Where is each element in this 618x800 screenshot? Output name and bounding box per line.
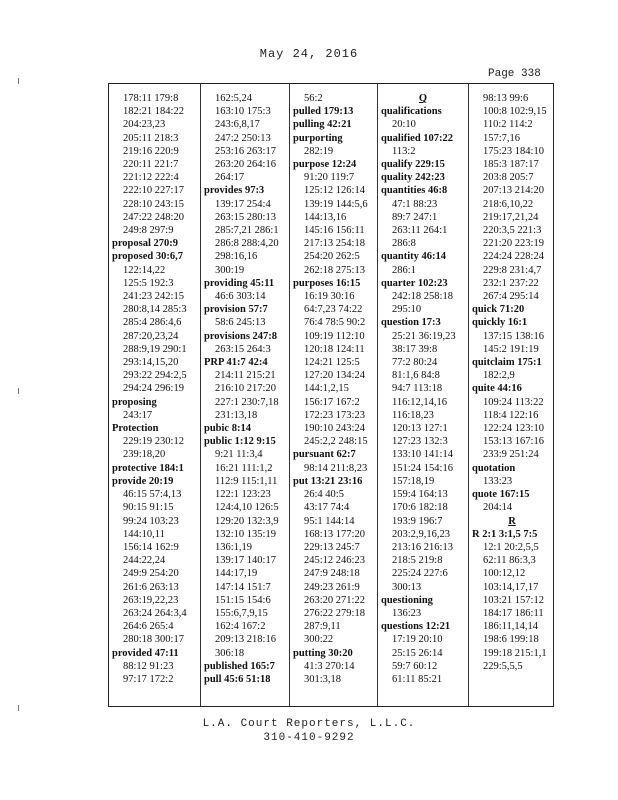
index-entry-refs: 263:20 264:16 [215,159,276,171]
index-entry-refs: 209:13 218:16 [215,634,276,646]
index-entry-term: purporting [293,132,343,144]
index-entry-term: quantity 46:14 [381,251,447,263]
index-entry-refs: 232:1 237:22 [483,277,539,289]
index-entry-refs: 219:16 220:9 [123,145,179,157]
index-entry-refs: 122:1 123:23 [215,489,271,501]
index-entry-refs: 46:15 57:4,13 [123,489,182,501]
index-entry-refs: 20:10 [392,119,416,131]
page-number: Page 338 [488,68,541,80]
index-entry-refs: 184:17 186:11 [483,607,544,619]
index-entry-refs: 264:6 265:4 [123,621,174,633]
index-entry-refs: 17:19 20:10 [392,634,443,646]
index-entry-term: questioning [381,594,433,606]
index-entry-term: quote 167:15 [472,489,530,501]
index-entry-term: Protection [112,423,159,435]
index-entry-refs: 249:9 254:20 [123,568,179,580]
index-entry-refs: 118:4 122:16 [483,409,539,421]
index-entry-refs: 120:18 124:11 [304,343,365,355]
index-entry-refs: 276:22 279:18 [304,607,365,619]
index-entry-refs: 163:10 175:3 [215,106,271,118]
index-entry-refs: 182:2,9 [483,370,515,382]
index-entry-term: pulling 42:21 [293,119,352,131]
index-entry-term: quantities 46:8 [381,185,448,197]
index-entry-refs: 225:24 227:6 [392,568,448,580]
index-entry-refs: 100:8 102:9,15 [483,106,547,118]
index-entry-refs: 61:11 85:21 [392,673,443,685]
index-entry-refs: 282:19 [304,145,334,157]
index-entry-refs: 38:17 39:8 [392,343,438,355]
index-entry-term: provided 47:11 [112,647,179,659]
index-entry-refs: 144:13,16 [304,211,347,223]
index-entry-refs: 247:22 248:20 [123,211,184,223]
index-entry-refs: 144:1,2,15 [304,383,349,395]
index-entry-refs: 77:2 80:24 [392,357,438,369]
index-entry-term: proposing [112,396,157,408]
index-entry-refs: 203:2,9,16,23 [392,528,451,540]
index-entry-refs: 91:20 119:7 [304,172,355,184]
index-entry-refs: 227:1 230:7,18 [215,396,279,408]
index-entry-term: protective 184:1 [112,462,184,474]
index-entry-refs: 136:1,19 [215,541,253,553]
index-entry-refs: 218:6,10,22 [483,198,534,210]
letter-heading: R [508,515,516,527]
index-entry-refs: 110:2 114:2 [483,119,533,131]
index-entry-refs: 156:14 162:9 [123,541,179,553]
index-entry-refs: 170:6 182:18 [392,502,448,514]
index-entry-refs: 253:16 263:17 [215,145,276,157]
index-entry-refs: 100:12,12 [483,568,526,580]
index-entry-refs: 229:19 230:12 [123,436,184,448]
index-entry-refs: 224:24 228:24 [483,251,544,263]
index-entry-refs: 64:7,23 74:22 [304,304,363,316]
index-entry-refs: 175:23 184:10 [483,145,544,157]
index-entry-refs: 263:15 280:13 [215,211,276,223]
index-entry-refs: 16:19 30:16 [304,291,355,303]
index-entry-refs: 306:18 [215,647,245,659]
index-entry-refs: 205:11 218:3 [123,132,179,144]
index-entry-refs: 127:23 132:3 [392,436,448,448]
index-entry-term: pursuant 62:7 [293,449,356,461]
index-entry-refs: 25:21 36:19,23 [392,330,456,342]
index-entry-refs: 204:23,23 [123,119,166,131]
index-entry-refs: 243:17 [123,409,153,421]
index-entry-refs: 112:9 115:1,11 [215,475,278,487]
index-entry-refs: 286:8 288:4,20 [215,238,279,250]
index-entry-refs: 221:12 222:4 [123,172,179,184]
index-entry-refs: 136:23 [392,607,422,619]
index-entry-refs: 109:19 112:10 [304,330,365,342]
index-entry-refs: 81:1,6 84:8 [392,370,440,382]
index-entry-refs: 151:15 154:6 [215,594,271,606]
index-column-4 [377,84,468,706]
index-entry-refs: 62:11 86:3,3 [483,555,536,567]
index-entry-refs: 157:7,16 [483,132,521,144]
index-entry-refs: 155:6,7,9,15 [215,607,268,619]
index-entry-refs: 286:1 [392,264,416,276]
index-entry-refs: 245:2,2 248:15 [304,436,368,448]
index-entry-term: qualify 229:15 [381,159,445,171]
index-entry-refs: 228:10 243:15 [123,198,184,210]
index-entry-refs: 280:18 300:17 [123,634,184,646]
footer-company: L.A. Court Reporters, L.L.C. [202,718,416,730]
index-entry-refs: 127:20 134:24 [304,370,365,382]
index-entry-refs: 249:8 297:9 [123,225,174,237]
index-entry-refs: 220:3,5 221:3 [483,225,542,237]
header-date: May 24, 2016 [259,47,359,61]
index-entry-term: quickly 16:1 [472,317,528,329]
index-entry-refs: 261:6 263:13 [123,581,179,593]
index-entry-refs: 217:13 254:18 [304,238,365,250]
index-entry-refs: 199:18 215:1,1 [483,647,547,659]
index-entry-refs: 264:17 [215,172,245,184]
footer-phone: 310-410-9292 [263,732,355,744]
index-entry-refs: 293:22 294:2,5 [123,370,187,382]
index-entry-refs: 300:13 [392,581,422,593]
index-entry-refs: 286:8 [392,238,416,250]
index-entry-refs: 288:9,19 290:1 [123,343,187,355]
margin-mark [18,388,22,394]
index-entry-term: put 13:21 23:16 [293,475,363,487]
index-entry-refs: 241:23 242:15 [123,291,184,303]
index-entry-refs: 144:17,19 [215,568,258,580]
index-entry-refs: 185:3 187:17 [483,159,539,171]
index-entry-refs: 9:21 11:3,4 [215,449,263,461]
margin-mark [18,705,22,711]
index-entry-term: purposes 16:15 [293,277,361,289]
index-entry-refs: 12:1 20:2,5,5 [483,541,539,553]
index-entry-refs: 25:15 26:14 [392,647,443,659]
index-entry-refs: 300:22 [304,634,334,646]
index-entry-refs: 294:24 296:19 [123,383,184,395]
index-entry-refs: 125:12 126:14 [304,185,365,197]
index-entry-refs: 109:24 113:22 [483,396,544,408]
index-entry-refs: 263:20 271:22 [304,594,365,606]
index-column-1 [109,84,200,706]
index-entry-refs: 94:7 113:18 [392,383,443,395]
index-entry-refs: 182:21 184:22 [123,106,184,118]
index-entry-refs: 124:4,10 126:5 [215,502,279,514]
index-entry-refs: 137:15 138:16 [483,330,544,342]
index-entry-refs: 58:6 245:13 [215,317,266,329]
index-entry-refs: 103:21 157:12 [483,594,544,606]
index-entry-refs: 186:11,14,14 [483,621,539,633]
index-entry-refs: 287:9,11 [304,621,341,633]
index-entry-refs: 193:9 196:7 [392,515,443,527]
index-entry-refs: 145:16 156:11 [304,225,365,237]
index-entry-refs: 151:24 154:16 [392,462,453,474]
index-entry-refs: 159:4 164:13 [392,489,448,501]
index-entry-refs: 46:6 303:14 [215,291,266,303]
index-entry-refs: 172:23 173:23 [304,409,365,421]
index-entry-refs: 263:11 264:1 [392,225,448,237]
index-entry-refs: 168:13 177:20 [304,528,365,540]
index-entry-refs: 245:12 246:23 [304,555,365,567]
index-entry-refs: 249:23 261:9 [304,581,360,593]
index-entry-term: proposal 270:9 [112,238,179,250]
index-entry-term: questions 12:21 [381,621,451,633]
index-entry-refs: 144:10,11 [123,528,165,540]
index-entry-refs: 59:7 60:12 [392,660,438,672]
index-entry-refs: 178:11 179:8 [123,93,179,104]
index-entry-refs: 216:10 217:20 [215,383,276,395]
index-entry-refs: 301:3,18 [304,673,342,685]
index-entry-term: pubic 8:14 [204,423,251,435]
index-entry-term: provision 57:7 [204,304,268,316]
index-entry-refs: 233:9 251:24 [483,449,539,461]
index-entry-refs: 221:20 223:19 [483,238,544,250]
index-entry-refs: 222:10 227:17 [123,185,184,197]
index-entry-refs: 244:22,24 [123,555,166,567]
index-entry-refs: 139:17 254:4 [215,198,271,210]
index-entry-refs: 145:2 191:19 [483,343,539,355]
index-entry-refs: 97:17 172:2 [123,673,174,685]
index-entry-refs: 56:2 [304,93,323,104]
index-entry-term: question 17:3 [381,317,441,329]
index-entry-refs: 133:23 [483,475,513,487]
index-entry-refs: 122:24 123:10 [483,423,544,435]
index-entry-refs: 133:10 141:14 [392,449,453,461]
index-entry-refs: 116:18,23 [392,409,434,421]
index-entry-refs: 153:13 167:16 [483,436,544,448]
index-entry-refs: 139:17 140:17 [215,555,276,567]
index-entry-term: providing 45:11 [204,277,275,289]
index-table [108,83,554,707]
index-entry-term: provide 20:19 [112,475,174,487]
index-entry-refs: 99:24 103:23 [123,515,179,527]
index-entry-refs: 139:19 144:5,6 [304,198,368,210]
index-entry-refs: 190:10 243:24 [304,423,365,435]
letter-heading: Q [418,93,428,104]
index-entry-refs: 231:13,18 [215,409,258,421]
index-entry-refs: 116:12,14,16 [392,396,448,408]
index-entry-refs: 198:6 199:18 [483,634,539,646]
index-entry-term: pulled 179:13 [293,106,354,118]
index-entry-term: quotation [472,462,516,474]
index-entry-refs: 207:13 214:20 [483,185,544,197]
index-entry-term: published 165:7 [204,660,275,672]
index-entry-refs: 219:17,21,24 [483,211,539,223]
index-entry-refs: 295:10 [392,304,422,316]
index-entry-refs: 285:4 286:4,6 [123,317,182,329]
index-entry-term: proposed 30:6,7 [112,251,183,263]
index-entry-refs: 89:7 247:1 [392,211,438,223]
index-entry-refs: 120:13 127:1 [392,423,448,435]
index-entry-term: quitclaim 175:1 [472,357,542,369]
index-entry-term: putting 30:20 [293,647,353,659]
index-entry-refs: 213:16 216:13 [392,541,453,553]
index-entry-refs: 218:5 219:8 [392,555,443,567]
index-entry-refs: 124:21 125:5 [304,357,360,369]
index-entry-refs: 293:14,15,20 [123,357,179,369]
index-entry-refs: 287:20,23,24 [123,330,179,342]
index-entry-refs: 229:5,5,5 [483,660,523,672]
index-entry-term: qualified 107:22 [381,132,454,144]
index-entry-refs: 43:17 74:4 [304,502,350,514]
index-entry-refs: 285:7,21 286:1 [215,225,279,237]
index-column-5 [468,84,555,706]
index-entry-term: R 2:1 3:1,5 7:5 [472,528,538,540]
index-column-2 [200,84,289,706]
index-entry-refs: 263:15 264:3 [215,343,271,355]
index-entry-refs: 157:18,19 [392,475,435,487]
index-entry-term: PRP 41:7 42:4 [204,357,268,369]
index-entry-refs: 254:20 262:5 [304,251,360,263]
index-entry-refs: 47:1 88:23 [392,198,438,210]
index-entry-refs: 76:4 78:5 90:2 [304,317,366,329]
index-entry-refs: 298:16,16 [215,251,258,263]
index-entry-refs: 203:8 205:7 [483,172,534,184]
index-entry-refs: 103:14,17,17 [483,581,539,593]
index-entry-refs: 204:14 [483,502,513,514]
index-entry-refs: 16:21 111:1,2 [215,462,273,474]
index-entry-refs: 239:18,20 [123,449,166,461]
index-entry-refs: 41:3 270:14 [304,660,355,672]
index-entry-refs: 220:11 221:7 [123,159,179,171]
index-entry-refs: 280:8,14 285:3 [123,304,187,316]
index-entry-term: public 1:12 9:15 [204,436,276,448]
index-column-3 [289,84,377,706]
index-entry-refs: 125:5 192:3 [123,277,174,289]
index-entry-refs: 132:10 135:19 [215,528,276,540]
index-entry-refs: 95:1 144:14 [304,515,355,527]
index-entry-refs: 129:20 132:3,9 [215,515,279,527]
index-entry-term: pull 45:6 51:18 [204,673,271,685]
index-entry-refs: 113:2 [392,145,416,157]
index-entry-refs: 263:19,22,23 [123,594,179,606]
index-entry-refs: 26:4 40:5 [304,489,344,501]
index-entry-refs: 242:18 258:18 [392,291,453,303]
index-entry-refs: 267:4 295:14 [483,291,539,303]
index-entry-refs: 214:11 215:21 [215,370,276,382]
index-entry-refs: 162:4 167:2 [215,621,266,633]
index-entry-refs: 229:13 245:7 [304,541,360,553]
index-entry-term: qualifications [381,106,442,118]
index-entry-refs: 229:8 231:4,7 [483,264,542,276]
index-entry-term: quite 44:16 [472,383,522,395]
index-entry-refs: 122:14,22 [123,264,166,276]
index-entry-refs: 300:19 [215,264,245,276]
index-entry-term: quality 242:23 [381,172,445,184]
index-entry-refs: 162:5,24 [215,93,253,104]
index-entry-refs: 247:9 248:18 [304,568,360,580]
index-entry-refs: 156:17 167:2 [304,396,360,408]
margin-mark [18,78,22,84]
index-entry-refs: 98:13 99:6 [483,93,529,104]
index-entry-refs: 88:12 91:23 [123,660,174,672]
index-entry-refs: 90:15 91:15 [123,502,174,514]
index-entry-term: purpose 12:24 [293,159,357,171]
index-entry-refs: 243:6,8,17 [215,119,260,131]
index-entry-refs: 147:14 151:7 [215,581,271,593]
index-entry-refs: 263:24 264:3,4 [123,607,187,619]
index-entry-refs: 247:2 250:13 [215,132,271,144]
index-entry-refs: 262:18 275:13 [304,264,365,276]
index-entry-term: provisions 247:8 [204,330,278,342]
index-entry-term: quick 71:20 [472,304,525,316]
index-entry-refs: 98:14 211:8,23 [304,462,368,474]
index-entry-term: quarter 102:23 [381,277,448,289]
index-entry-term: provides 97:3 [204,185,265,197]
